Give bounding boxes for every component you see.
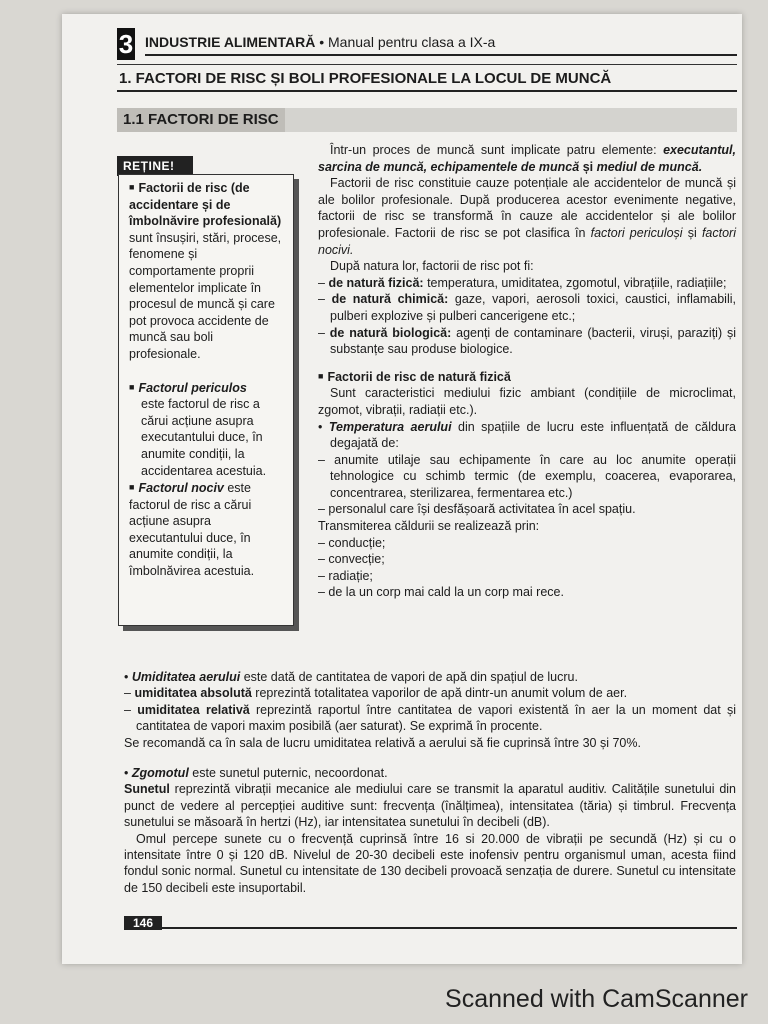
- chapter-number: 3: [118, 29, 134, 59]
- list-item: – conducție;: [318, 535, 386, 550]
- page-number: 146: [124, 916, 162, 930]
- retine-sidebar: [118, 174, 294, 626]
- bullet-icon: ■: [129, 182, 135, 192]
- list-item: – convecție;: [318, 552, 385, 567]
- subheading-fizica: ■ Factorii de risc de natură fizică: [318, 369, 511, 384]
- header-title: [145, 34, 495, 50]
- nature-intro: După natura lor, factorii de risc pot fi:: [330, 259, 534, 274]
- hearing-paragraph: Omul percepe sunete cu o frecvență cuprinsă între 16 si 20.000 de vibrații pe secundă (Hz) și cu o intensitate între 0 și 120 dB. Nivelul de 20-30 decibeli este inofensiv pentru organismul uman, acesta fiind fondul sonic normal. Sunetul cu intensitate de 130 decibeli provoacă senzația de durere. Sunetul cu intensitate de 150 decibeli este insuportabil.: [124, 831, 736, 895]
- recommendation: Se recomandă ca în sala de lucru umiditatea relativă a aerului să fie cuprinsă între 30 și 70%.: [124, 735, 641, 750]
- sidebar-item3-head: Factorul nociv: [138, 481, 224, 496]
- book-page: [62, 14, 742, 964]
- subsection-bar: [117, 108, 737, 132]
- list-item-biologica: – de natură biologică: agenți de contaminare (bacterii, viruși, paraziți) și substanțe sau produse biologice.: [318, 325, 736, 357]
- sidebar-item-nociv: [129, 479, 287, 580]
- bullet-icon: ■: [129, 381, 135, 392]
- list-item-chimica: – de natură chimică: gaze, vapori, aerosoli toxici, caustici, inflamabili, pulberi explozive și pulberi cancerigene etc.;: [318, 292, 736, 323]
- bullet-icon: ■: [129, 482, 135, 493]
- sidebar-item2-head: Factorul periculos: [138, 380, 247, 395]
- sidebar-item-factorii: [129, 179, 287, 363]
- list-item-fizica: – de natură fizică: temperatura, umiditatea, zgomotul, vibrațiile, radiațiile;: [318, 275, 727, 290]
- sidebar-item3-body: este factorul de risc a cărui acțiune asupra executantului duce, în anumite condiții, la îmbolnăvirea acestuia.: [129, 481, 255, 579]
- page-header: [117, 26, 737, 62]
- bottom-text: [124, 669, 736, 896]
- humidity-paragraph: • Umiditatea aerului este dată de cantitatea de vapori de apă din spațiul de lucru.: [124, 670, 578, 684]
- heat-transfer-intro: Transmiterea căldurii se realizează prin:: [318, 519, 540, 534]
- header-rule: [145, 54, 737, 56]
- sidebar-item1-head: Factorii de risc (de accidentare și de îmbolnăvire profesională): [129, 181, 282, 229]
- risk-paragraph: Factorii de risc constituie cauze potențiale ale accidentelor de muncă și ale bolilor profesionale. După producerea acestor evenimente negative, factorii de risc se transformă în cauze ale accidentelor și ale bolilor profesionale. Factorii de risc se pot clasifica în factori periculoși și factori nocivi.: [318, 176, 736, 257]
- subsection-title: 1.1 FACTORI DE RISC: [117, 108, 285, 132]
- book-subtitle: • Manual pentru clasa a IX-a: [315, 34, 496, 50]
- relative-humidity: – umiditatea relativă reprezintă raportul între cantitatea de vapori existentă în aer la un moment dat și cantitatea de vapori maxim posibilă (aer saturat). Se exprimă în procente.: [124, 702, 737, 734]
- scanner-watermark: Scanned with CamScanner: [445, 985, 748, 1013]
- absolute-humidity: – umiditatea absolută reprezintă totalitatea vaporilor de apă dintr-un anumit volum de aer.: [124, 686, 628, 701]
- section-title: 1. FACTORI DE RISC ȘI BOLI PROFESIONALE LA LOCUL DE MUNCĂ: [117, 64, 737, 92]
- main-text-column: [318, 142, 736, 601]
- sound-paragraph: Sunetul reprezintă vibrații mecanice ale mediului care se transmit la aparatul auditiv. Calitățile sunetului din punct de vedere al percepției auditive sunt: frecvența (înălțimea), intensitatea (tăria) și timbrul. Frecvența sunetului se măsoară în hertzi (Hz), iar intensitatea sunetului în decibeli (dB).: [124, 782, 736, 830]
- sidebar-item2-body: este factorul de risc a cărui acțiune asupra executantului duce, în anumite condiții, la accidentarea acestuia.: [141, 397, 267, 478]
- sidebar-item1-body: sunt însușiri, stări, procese, fenomene și comportamente proprii elementelor implicate în procesul de muncă și care pot provoca accidente de muncă sau boli profesionale.: [129, 230, 282, 361]
- list-item: – anumite utilaje sau echipamente în care au loc anumite operații tehnologice cu schimb termic (de exemplu, coacerea, evaporarea, concentrarea, sterilizarea, fermentarea etc.): [318, 452, 736, 500]
- intro-paragraph: Într-un proces de muncă sunt implicate patru elemente: executantul, sarcina de muncă, echipamentele de muncă și mediul de muncă.: [318, 143, 736, 174]
- list-item: – radiație;: [318, 568, 373, 583]
- list-item: – personalul care își desfășoară activitatea în acel spațiu.: [318, 502, 636, 517]
- retine-tag: REȚINE!: [117, 156, 193, 176]
- list-item: – de la un corp mai cald la un corp mai rece.: [318, 585, 564, 600]
- footer-rule: [162, 927, 737, 929]
- sidebar-item-periculos: [129, 379, 287, 480]
- fizica-paragraph: Sunt caracteristici mediului fizic ambiant (condițiile de microclimat, zgomot, vibrații, radiații etc.).: [318, 386, 736, 417]
- noise-paragraph: • Zgomotul este sunetul puternic, necoordonat.: [124, 766, 388, 781]
- temperature-paragraph: • Temperatura aerului din spațiile de lucru este influențată de căldura degajată de:: [318, 419, 736, 451]
- book-title: INDUSTRIE ALIMENTARĂ: [145, 34, 316, 50]
